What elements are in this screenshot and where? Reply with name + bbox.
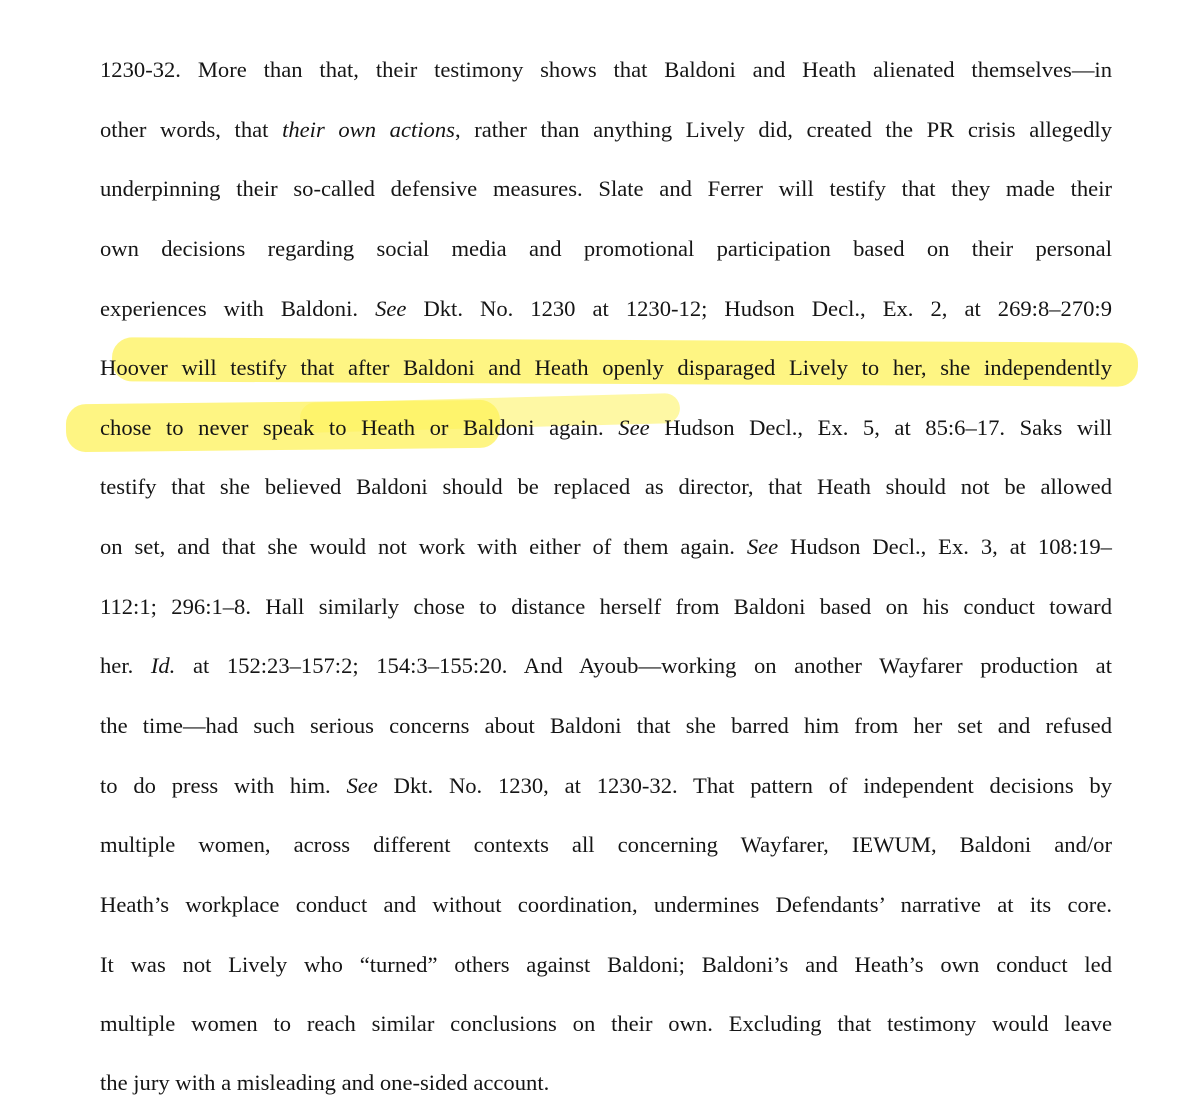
text-line-16 <box>100 945 1112 985</box>
text-run: , rather than anything Lively did, created the PR crisis allegedly <box>454 117 1112 142</box>
text-run: own decisions regarding social media and promotional participation based on their personal <box>100 236 1112 261</box>
text-run: on set, and that she would not work with either of them again. <box>100 534 747 559</box>
text-run: underpinning their so-called defensive measures. Slate and Ferrer will testify that they made their <box>100 176 1112 201</box>
text-line-10 <box>100 587 1112 627</box>
text-line-12 <box>100 706 1112 746</box>
text-run: Hoover will testify that after Baldoni and Heath openly disparaged Lively to her, she independently <box>100 355 1112 380</box>
text-run: the time—had such serious concerns about Baldoni that she barred him from her set and refused <box>100 713 1112 738</box>
text-line-4 <box>100 229 1112 269</box>
text-run: testify that she believed Baldoni should be replaced as director, that Heath should not be allowed <box>100 474 1112 499</box>
text-line-14 <box>100 825 1112 865</box>
text-run: Dkt. No. 1230, at 1230-32. That pattern of independent decisions by <box>377 773 1112 798</box>
text-line-9 <box>100 527 1112 567</box>
text-line-5 <box>100 289 1112 329</box>
text-line-11 <box>100 646 1112 686</box>
citation-signal: their own actions <box>282 117 455 142</box>
text-run: chose to never speak to Heath or Baldoni again. <box>100 415 619 440</box>
text-line-8 <box>100 467 1112 507</box>
text-run: other words, that <box>100 117 283 142</box>
text-line-13 <box>100 766 1112 806</box>
text-run: Heath’s workplace conduct and without coordination, undermines Defendants’ narrative at its core. <box>100 892 1112 917</box>
citation-signal: See <box>746 534 779 559</box>
text-run: to do press with him. <box>100 773 347 798</box>
text-line-6 <box>100 348 1112 388</box>
text-line-15 <box>100 885 1112 925</box>
text-run: 1230-32. More than that, their testimony shows that Baldoni and Heath alienated themselves—in <box>100 57 1112 82</box>
text-line-3 <box>100 169 1112 209</box>
text-run: It was not Lively who “turned” others against Baldoni; Baldoni’s and Heath’s own conduct led <box>100 952 1112 977</box>
text-line-17 <box>100 1004 1112 1044</box>
text-run: Dkt. No. 1230 at 1230-12; Hudson Decl., Ex. 2, at 269:8–270:9 <box>406 296 1112 321</box>
citation-signal: See <box>346 773 378 798</box>
text-run: experiences with Baldoni. <box>100 296 376 321</box>
citation-signal: See <box>375 296 407 321</box>
text-line-1 <box>100 50 1112 90</box>
text-line-7 <box>100 408 1112 448</box>
text-run: Hudson Decl., Ex. 5, at 85:6–17. Saks will <box>649 415 1112 440</box>
text-run: the jury with a misleading and one-sided account. <box>100 1070 550 1095</box>
text-run: Hudson Decl., Ex. 3, at 108:19– <box>778 534 1112 559</box>
text-line-18 <box>100 1063 1112 1103</box>
citation-signal: Id. <box>150 653 176 678</box>
text-run: 112:1; 296:1–8. Hall similarly chose to distance herself from Baldoni based on his conduct toward <box>100 594 1112 619</box>
text-line-2 <box>100 110 1112 150</box>
text-run: at 152:23–157:2; 154:3–155:20. And Ayoub—working on another Wayfarer production at <box>175 653 1112 678</box>
text-run: multiple women to reach similar conclusions on their own. Excluding that testimony would leave <box>100 1011 1112 1036</box>
citation-signal: See <box>618 415 650 440</box>
text-run: multiple women, across different contexts all concerning Wayfarer, IEWUM, Baldoni and/or <box>100 832 1112 857</box>
text-run: her. <box>100 653 151 678</box>
